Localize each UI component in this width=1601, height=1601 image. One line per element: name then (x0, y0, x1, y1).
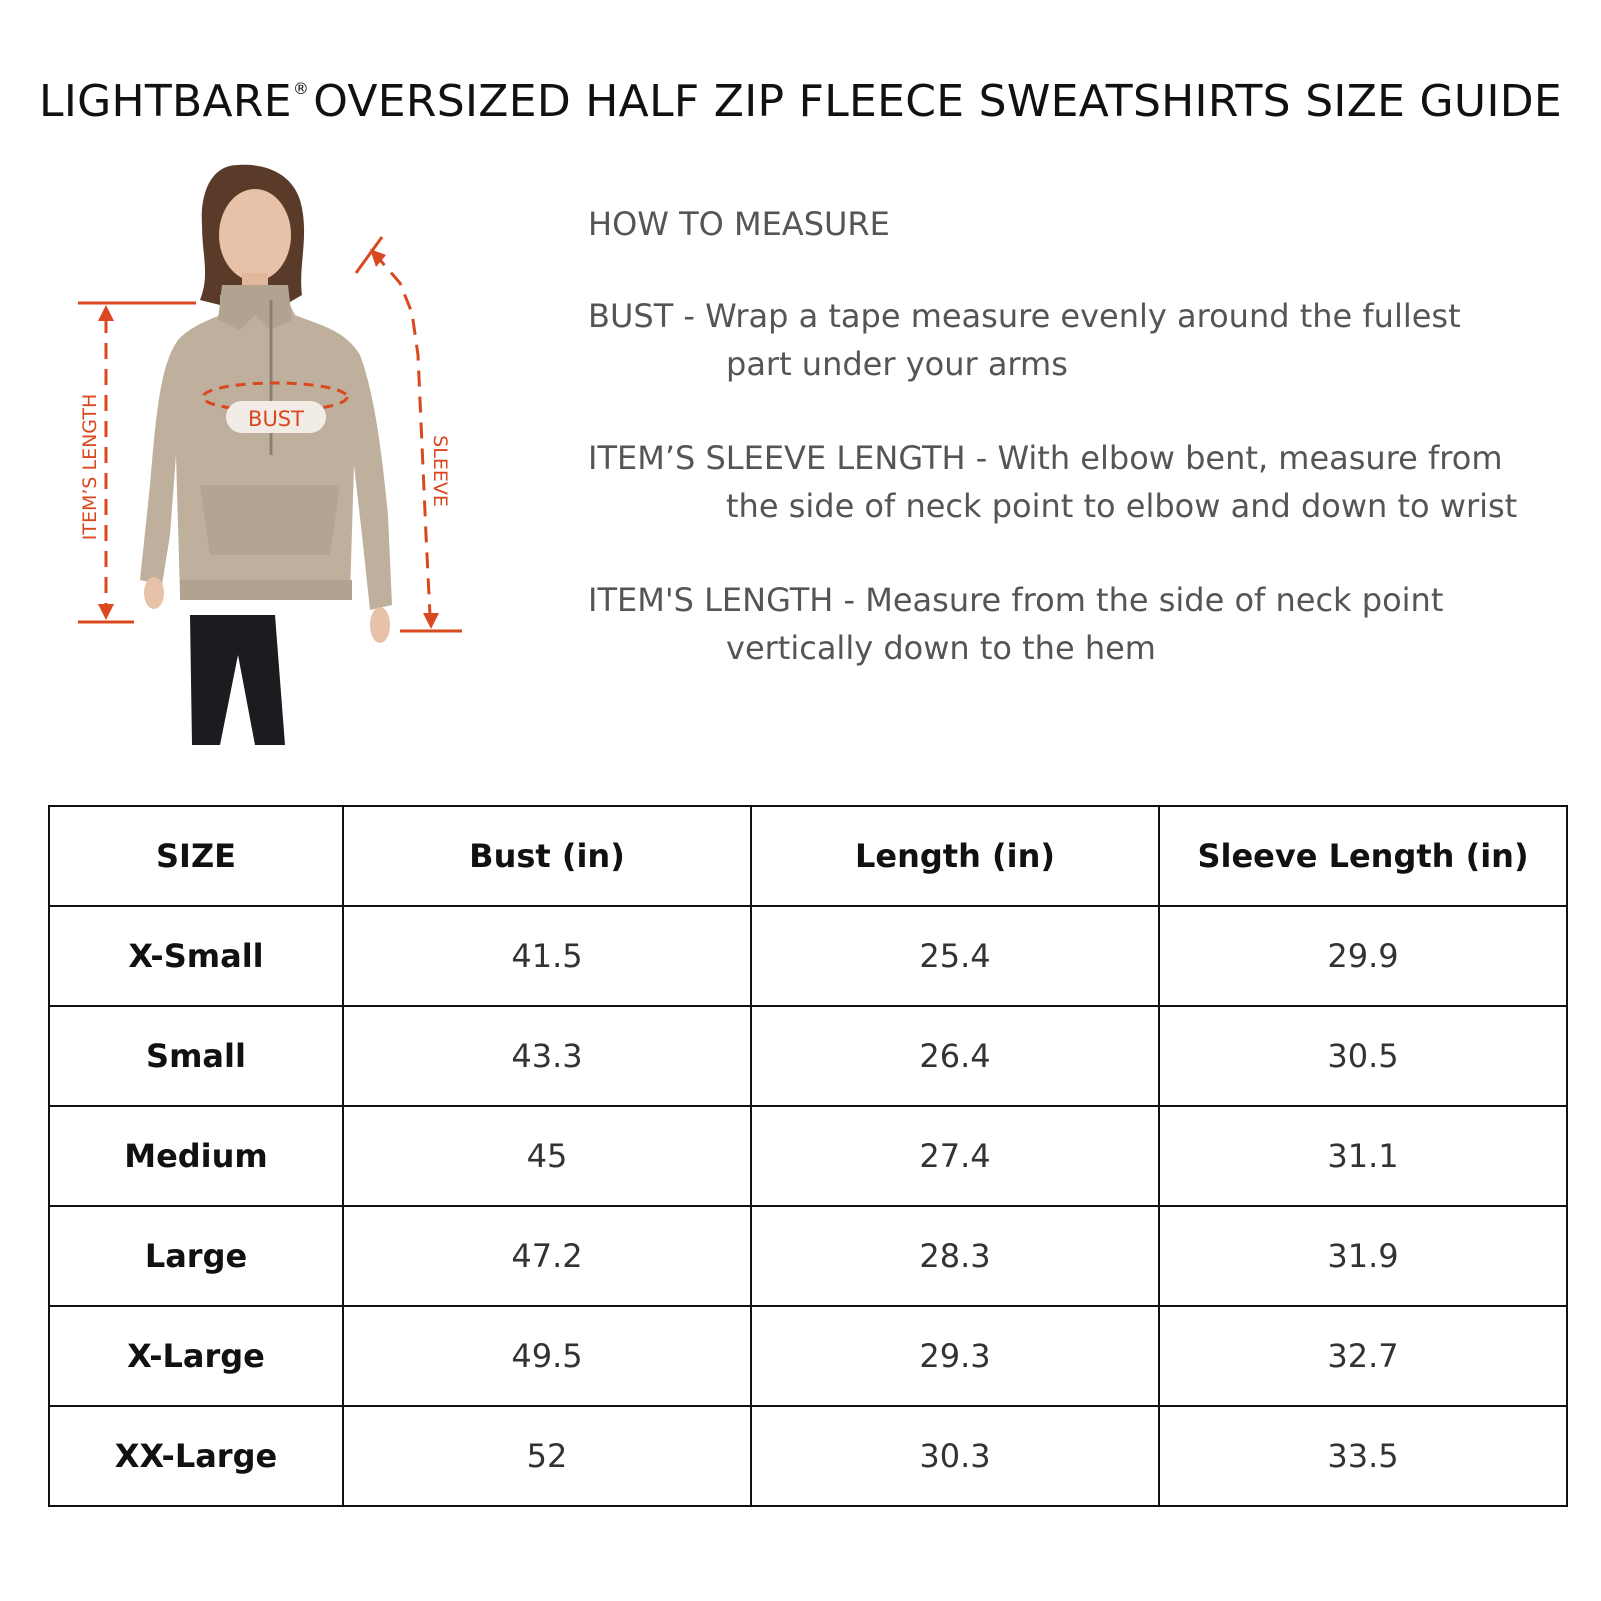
length-cell: 29.3 (751, 1306, 1159, 1406)
size-cell: X-Large (49, 1306, 343, 1406)
table-row (49, 1306, 1567, 1406)
sleeve-instruction-line2: the side of neck point to elbow and down to wrist (726, 487, 1518, 525)
sleeve-cell: 32.7 (1159, 1306, 1567, 1406)
length-label: ITEM’S LENGTH (79, 393, 101, 541)
bust-cell: 45 (343, 1106, 751, 1206)
bust-cell: 41.5 (343, 906, 751, 1006)
sleeve-cell: 30.5 (1159, 1006, 1567, 1106)
length-cell: 26.4 (751, 1006, 1159, 1106)
sleeve-label: SLEEVE (429, 435, 451, 507)
header-length: Length (in) (751, 806, 1159, 906)
length-instruction (588, 576, 1548, 672)
bust-label: BUST (248, 407, 304, 431)
measuring-instructions (588, 200, 1548, 718)
bust-instruction-line2: part under your arms (726, 345, 1068, 383)
bust-cell: 49.5 (343, 1306, 751, 1406)
sleeve-cell: 31.1 (1159, 1106, 1567, 1206)
page-title (0, 76, 1601, 127)
size-cell: Large (49, 1206, 343, 1306)
table-row (49, 1206, 1567, 1306)
size-cell: Small (49, 1006, 343, 1106)
model-measurement-figure (70, 155, 480, 765)
sleeve-cell: 29.9 (1159, 906, 1567, 1006)
bust-instruction (588, 292, 1548, 388)
model-illustration (70, 155, 480, 765)
table-row (49, 1106, 1567, 1206)
sleeve-cell: 33.5 (1159, 1406, 1567, 1506)
sleeve-instruction (588, 434, 1548, 530)
length-cell: 30.3 (751, 1406, 1159, 1506)
length-instruction-line2: vertically down to the hem (726, 629, 1156, 667)
registered-mark: ® (292, 79, 310, 98)
table-header-row (49, 806, 1567, 906)
size-chart-table (48, 805, 1568, 1507)
size-cell: X-Small (49, 906, 343, 1006)
bust-cell: 47.2 (343, 1206, 751, 1306)
bust-instruction-line1: BUST - Wrap a tape measure evenly around the fullest (588, 297, 1461, 335)
table-row (49, 1406, 1567, 1506)
header-size: SIZE (49, 806, 343, 906)
length-cell: 25.4 (751, 906, 1159, 1006)
table-row (49, 1006, 1567, 1106)
size-cell: Medium (49, 1106, 343, 1206)
brand-name: LIGHTBARE (39, 76, 292, 127)
instructions-heading: HOW TO MEASURE (588, 205, 890, 243)
length-cell: 27.4 (751, 1106, 1159, 1206)
header-sleeve-length: Sleeve Length (in) (1159, 806, 1567, 906)
title-rest: OVERSIZED HALF ZIP FLEECE SWEATSHIRTS SIZE GUIDE (313, 76, 1562, 127)
bust-cell: 43.3 (343, 1006, 751, 1106)
length-instruction-line1: ITEM'S LENGTH - Measure from the side of neck point (588, 581, 1444, 619)
header-bust: Bust (in) (343, 806, 751, 906)
length-cell: 28.3 (751, 1206, 1159, 1306)
bust-cell: 52 (343, 1406, 751, 1506)
sleeve-cell: 31.9 (1159, 1206, 1567, 1306)
sleeve-instruction-line1: ITEM’S SLEEVE LENGTH - With elbow bent, measure from (588, 439, 1503, 477)
size-cell: XX-Large (49, 1406, 343, 1506)
table-row (49, 906, 1567, 1006)
